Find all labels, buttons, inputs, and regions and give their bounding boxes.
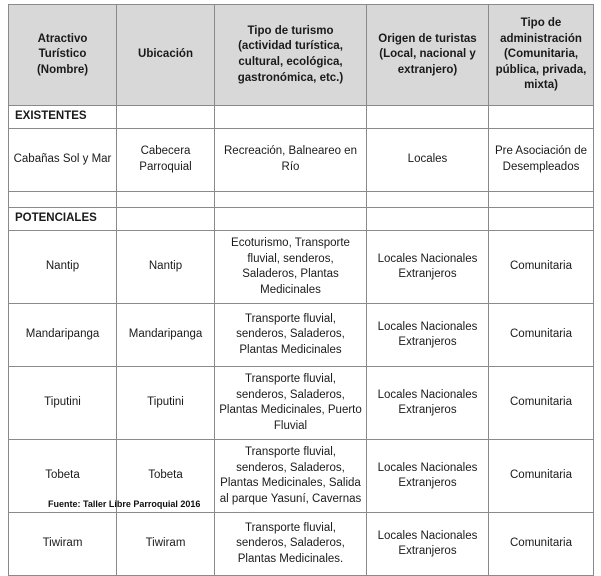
cell-administracion: Comunitaria: [489, 440, 594, 513]
spacer-cell: [215, 192, 367, 208]
cell-ubicacion: Tiwiram: [117, 513, 215, 576]
table-row: [9, 304, 594, 367]
cell-ubicacion: Mandaripanga: [117, 304, 215, 367]
section-header-existentes: [9, 106, 594, 129]
spacer-cell: [117, 192, 215, 208]
section-header-potenciales: [9, 208, 594, 231]
section-blank-cell: [117, 208, 215, 231]
cell-origen: Locales Nacionales Extranjeros: [367, 304, 489, 367]
cell-tipo-turismo: Transporte fluvial, senderos, Saladeros, Plantas Medicinales, Puerto Fluvial: [215, 367, 367, 440]
column-header-tipo-turismo: Tipo de turismo (actividad turística, cultural, ecológica, gastronómica, etc.): [215, 5, 367, 106]
cell-nombre: Tobeta: [9, 440, 117, 513]
cell-administracion: Comunitaria: [489, 231, 594, 304]
spacer-cell: [9, 192, 117, 208]
spacer-row: [9, 192, 594, 208]
table-header: [9, 5, 594, 106]
cell-administracion: Comunitaria: [489, 513, 594, 576]
cell-nombre: Mandaripanga: [9, 304, 117, 367]
section-label-existentes: EXISTENTES: [9, 106, 117, 129]
cell-tipo-turismo: Transporte fluvial, senderos, Saladeros, Plantas Medicinales: [215, 304, 367, 367]
table-row: [9, 367, 594, 440]
cell-origen: Locales Nacionales Extranjeros: [367, 367, 489, 440]
section-blank-cell: [215, 208, 367, 231]
section-blank-cell: [117, 106, 215, 129]
section-blank-cell: [489, 208, 594, 231]
cell-tipo-turismo: Transporte fluvial, senderos, Saladeros, Plantas Medicinales, Salida al parque Yasuní, Cavernas: [215, 440, 367, 513]
cell-nombre: Cabañas Sol y Mar: [9, 129, 117, 192]
section-blank-cell: [489, 106, 594, 129]
column-header-tipo-administracion: Tipo de administración (Comunitaria, pública, privada, mixta): [489, 5, 594, 106]
table-row: [9, 129, 594, 192]
cell-tipo-turismo: Transporte fluvial, senderos, Saladeros, Plantas Medicinales.: [215, 513, 367, 576]
tourism-attractions-table: [8, 4, 594, 576]
table-source-note: Fuente: Taller Libre Parroquial 2016: [48, 499, 201, 509]
cell-ubicacion: Tobeta: [117, 440, 215, 513]
column-header-origen-turistas: Origen de turistas (Local, nacional y extranjero): [367, 5, 489, 106]
section-label-potenciales: POTENCIALES: [9, 208, 117, 231]
table-row: [9, 231, 594, 304]
column-header-ubicacion: Ubicación: [117, 5, 215, 106]
spacer-cell: [489, 192, 594, 208]
cell-administracion: Pre Asociación de Desempleados: [489, 129, 594, 192]
cell-ubicacion: Tiputini: [117, 367, 215, 440]
cell-ubicacion: Cabecera Parroquial: [117, 129, 215, 192]
cell-nombre: Nantip: [9, 231, 117, 304]
section-blank-cell: [367, 106, 489, 129]
cell-administracion: Comunitaria: [489, 304, 594, 367]
cell-tipo-turismo: Recreación, Balneareo en Río: [215, 129, 367, 192]
cell-nombre: Tiputini: [9, 367, 117, 440]
section-blank-cell: [215, 106, 367, 129]
cell-origen: Locales: [367, 129, 489, 192]
cell-ubicacion: Nantip: [117, 231, 215, 304]
table-row: [9, 513, 594, 576]
spacer-cell: [367, 192, 489, 208]
section-blank-cell: [367, 208, 489, 231]
cell-nombre: Tiwiram: [9, 513, 117, 576]
cell-origen: Locales Nacionales Extranjeros: [367, 440, 489, 513]
header-row: [9, 5, 594, 106]
cell-administracion: Comunitaria: [489, 367, 594, 440]
cell-origen: Locales Nacionales Extranjeros: [367, 231, 489, 304]
cell-tipo-turismo: Ecoturismo, Transporte fluvial, senderos, Saladeros, Plantas Medicinales: [215, 231, 367, 304]
column-header-nombre: Atractivo Turístico (Nombre): [9, 5, 117, 106]
cell-origen: Locales Nacionales Extranjeros: [367, 513, 489, 576]
